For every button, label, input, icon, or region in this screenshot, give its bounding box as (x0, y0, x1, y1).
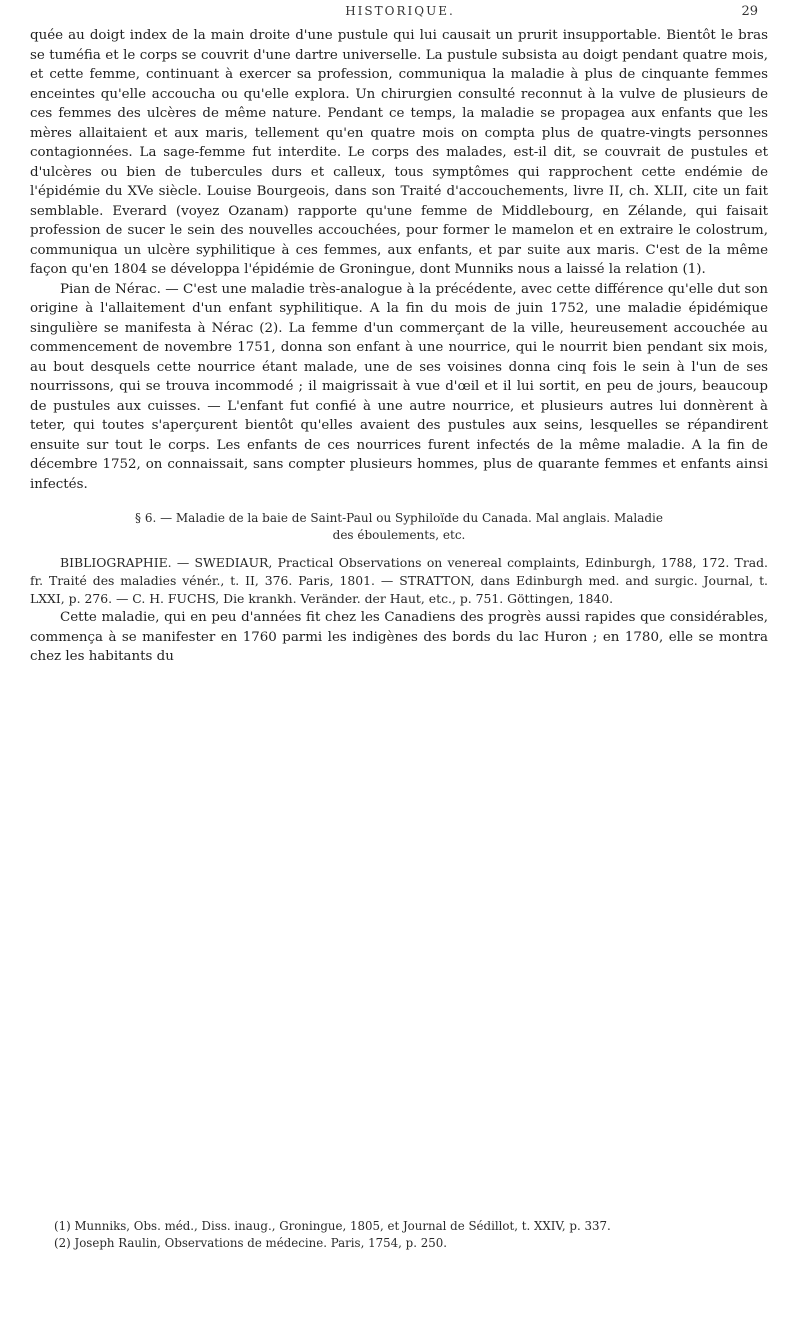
bibliography: BIBLIOGRAPHIE. — SWEDIAUR, Practical Observations on venereal complaints, Edinburgh, 1788, 172. Trad. fr. Traité des maladies vénér., t. II, 376. Paris, 1801. — STRATTON, dans Edinburgh med. and surgic. Journal, t. LXXI, p. 276. — C. H. FUCHS, Die krankh. Veränder. der Haut, etc., p. 751. Göttingen, 1840. (30, 555, 768, 606)
paragraph-pian-de-nerac: Pian de Nérac. — C'est une maladie très-analogue à la précédente, avec cette différence qu'elle dut son origine à l'allaitement d'un enfant syphilitique. A la fin du mois de juin 1752, une maladie épidémique singulière se manifesta à Nérac (2). La femme d'un commerçant de la ville, heureusement accouchée au commencement de novembre 1751, donna son enfant à une nourrice, qui le nourrit bien pendant six mois, au bout desquels cette nourrice étant malade, une de ses voisines donna cinq fois le sein à l'un de ses nourrissons, qui se trouva incommodé ; il maigrissait à vue d'œil et il lui sortit, en peu de jours, beaucoup de pustules aux cuisses. — L'enfant fut confié à une autre nourrice, et plusieurs autres lui donnèrent à teter, qui toutes s'aperçurent bientôt qu'elles avaient des pustules aux seins, lesquelles se répandirent ensuite sur tout le corps. Les enfants de ces nourrices furent infectés de la même maladie. A la fin de décembre 1752, on connaissait, sans compter plusieurs hommes, plus de quarante femmes et enfants ainsi infectés. (30, 281, 768, 492)
paragraph-canada: Cette maladie, qui en peu d'années fit chez les Canadiens des progrès aussi rapides que considérables, commença à se manifester en 1760 parmi les indigènes des bords du lac Huron ; en 1780, elle se montra chez les habitants du (30, 610, 768, 664)
paragraph-continuation: quée au doigt index de la main droite d'une pustule qui lui causait un prurit insupportable. Bientôt le bras se tuméfia et le corps se couvrit d'une dartre universelle. La pustule subsista au doigt pendant quatre mois, et cette femme, continuant à exercer sa profession, communiqua la maladie à plus de cinquante femmes enceintes qu'elle accoucha ou qu'elle explora. Un chirurgien consulté reconnut à la vulve de plusieurs de ces femmes des ulcères de même nature. Pendant ce temps, la maladie se propagea aux enfants que les mères allaitaient et aux maris, tellement qu'en quatre mois on compta plus de quatre-vingts personnes contagionnées. La sage-femme fut interdite. Le corps des malades, est-il dit, se couvrait de pustules et d'ulcères ou bien de tubercules durs et calleux, tous symptômes qui rapprochent cette endémie de l'épidémie du XVe siècle. Louise Bourgeois, dans son Traité d'accouchements, livre II, ch. XLII, cite un fait semblable. Everard (voyez Ozanam) rapporte qu'une femme de Middlebourg, en Zélande, qui faisait profession de sucer le sein des nouvelles accouchées, pour former le mamelon et en extraire le colostrum, communiqua un ulcère syphilitique à ces femmes, aux enfants, et par suite aux maris. C'est de la même façon qu'en 1804 se développa l'épidémie de Groningue, dont Munniks nous a laissé la relation (1). (30, 28, 768, 277)
footnote-1: (1) Munniks, Obs. méd., Diss. inaug., Groningue, 1805, et Journal de Sédillot, t. XXIV, p. 337. (54, 1219, 611, 1233)
footnotes (30, 1218, 768, 1252)
running-header (60, 4, 758, 22)
section-heading-line-2: des éboulements, etc. (332, 528, 466, 542)
page-body (30, 26, 768, 667)
section-heading-line-1: § 6. — Maladie de la baie de Saint-Paul ou Syphiloïde du Canada. Mal anglais. Maladie (135, 511, 663, 525)
page-number: 29 (741, 4, 758, 19)
footnote-2: (2) Joseph Raulin, Observations de médecine. Paris, 1754, p. 250. (54, 1236, 447, 1250)
section-heading (30, 510, 768, 544)
running-title: HISTORIQUE. (345, 4, 455, 18)
